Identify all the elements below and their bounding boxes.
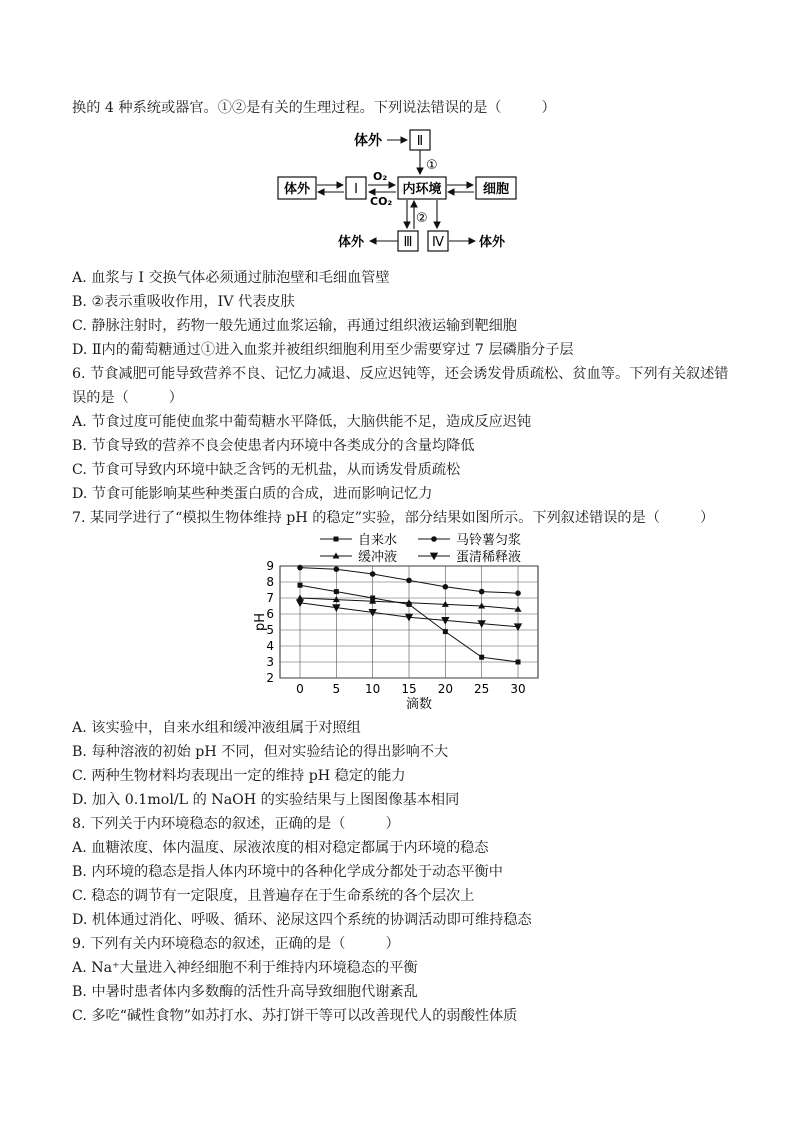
box-III-label: Ⅲ	[403, 235, 413, 250]
y-tick-label: 7	[266, 591, 274, 605]
q5-option-c: C. 静脉注射时，药物一般先通过血浆运输，再通过组织液运输到靶细胞	[72, 318, 517, 334]
q8-option-d: D. 机体通过消化、呼吸、循环、泌尿这四个系统的协调活动即可维持稳态	[72, 912, 532, 928]
x-tick-label: 5	[332, 682, 341, 696]
process-2-label: ②	[416, 211, 428, 226]
series-1-point	[443, 584, 449, 590]
y-tick-label: 6	[266, 607, 274, 621]
series-0-point	[334, 589, 339, 594]
o2-label: O₂	[373, 170, 388, 183]
q9-stem: 9. 下列有关内环境稳态的叙述，正确的是（ ）	[72, 936, 400, 952]
q6-stem-line1: 6. 节食减肥可能导致营养不良、记忆力减退、反应迟钝等，还会诱发骨质疏松、贫血等。下列有关叙述错	[72, 366, 729, 382]
q6-option-a: A. 节食过度可能使血浆中葡萄糖水平降低，大脑供能不足，造成反应迟钝	[72, 414, 532, 430]
legend-label: 马铃薯匀浆	[456, 533, 522, 548]
q8-stem: 8. 下列关于内环境稳态的叙述，正确的是（ ）	[72, 816, 400, 832]
co2-label: CO₂	[370, 195, 393, 208]
q6-option-c: C. 节食可导致内环境中缺乏含钙的无机盐，从而诱发骨质疏松	[72, 462, 461, 478]
legend-label: 自来水	[358, 533, 398, 548]
q5-stem: 换的 4 种系统或器官。①②是有关的生理过程。下列说法错误的是（ ）	[72, 100, 556, 116]
q6-option-d: D. 节食可能影响某些种类蛋白质的合成，进而影响记忆力	[72, 486, 433, 502]
q7-option-b: B. 每种溶液的初始 pH 不同，但对实验结论的得出影响不大	[72, 744, 449, 760]
legend-marker	[334, 537, 339, 542]
q9-option-a: A. Na⁺大量进入神经细胞不利于维持内环境稳态的平衡	[72, 960, 418, 976]
series-0-point	[443, 629, 448, 634]
y-tick-label: 9	[266, 559, 274, 573]
ph-line-chart	[240, 530, 550, 710]
x-tick-label: 0	[296, 682, 304, 696]
q8-option-b: B. 内环境的稳态是指人体内环境中的各种化学成分都处于动态平衡中	[72, 864, 503, 880]
q8-option-c: C. 稳态的调节有一定限度，且普遍存在于生命系统的各个层次上	[72, 888, 475, 904]
process-1-label: ①	[426, 158, 438, 173]
q7-option-c: C. 两种生物材料均表现出一定的维持 pH 稳定的能力	[72, 768, 406, 784]
series-1-point	[515, 590, 521, 596]
q7-option-d: D. 加入 0.1mol/L 的 NaOH 的实验结果与上图图像基本相同	[72, 792, 460, 808]
series-1-point	[370, 571, 376, 577]
q5-option-b: B. ②表示重吸收作用，IV 代表皮肤	[72, 294, 295, 310]
cell-label: 细胞	[482, 182, 510, 197]
outside-top-label: 体外	[354, 133, 382, 149]
outside-bottom-left-label: 体外	[338, 235, 365, 250]
box-IV-label: Ⅳ	[432, 235, 444, 250]
y-tick-label: 5	[266, 623, 274, 637]
box-I-label: Ⅰ	[354, 182, 358, 197]
y-tick-label: 2	[266, 671, 274, 685]
series-1-point	[479, 589, 485, 595]
y-tick-label: 3	[266, 655, 274, 669]
body-system-diagram	[270, 125, 540, 255]
q7-stem: 7. 某同学进行了“模拟生物体维持 pH 的稳定”实验，部分结果如图所示。下列叙述错误的是（ ）	[72, 510, 715, 526]
y-tick-label: 4	[266, 639, 274, 653]
box-II-label: Ⅱ	[416, 134, 424, 149]
series-1-point	[334, 566, 340, 572]
x-tick-label: 15	[401, 682, 417, 696]
q5-option-d: D. Ⅱ内的葡萄糖通过①进入血浆并被组织细胞利用至少需要穿过 7 层磷脂分子层	[72, 342, 574, 358]
series-1-point	[297, 565, 303, 571]
y-tick-label: 8	[266, 575, 274, 589]
series-1-point	[406, 578, 412, 584]
q5-option-a: A. 血浆与 I 交换气体必须通过肺泡壁和毛细血管壁	[72, 270, 390, 286]
q9-option-b: B. 中暑时患者体内多数酶的活性升高导致细胞代谢紊乱	[72, 984, 418, 1000]
q6-stem-line2: 误的是（ ）	[72, 390, 183, 406]
x-tick-label: 30	[510, 682, 526, 696]
x-axis-label: 滴数	[405, 697, 433, 710]
series-0-point	[298, 583, 303, 588]
legend-label: 蛋清稀释液	[456, 550, 522, 565]
legend-marker	[431, 536, 437, 542]
series-0-point	[516, 660, 521, 665]
q6-option-b: B. 节食导致的营养不良会使患者内环境中各类成分的含量均降低	[72, 438, 475, 454]
x-tick-label: 20	[437, 682, 453, 696]
q8-option-a: A. 血糖浓度、体内温度、尿液浓度的相对稳定都属于内环境的稳态	[72, 840, 489, 856]
outside-left-label: 体外	[283, 182, 311, 197]
q7-option-a: A. 该实验中，自来水组和缓冲液组属于对照组	[72, 720, 361, 736]
q9-option-c: C. 多吃“碱性食物”如苏打水、苏打饼干等可以改善现代人的弱酸性体质	[72, 1008, 518, 1024]
series-0-point	[479, 655, 484, 660]
internal-environment-label: 内环境	[402, 182, 442, 197]
x-tick-label: 10	[365, 682, 381, 696]
outside-bottom-right-label: 体外	[479, 235, 506, 250]
y-axis-label: pH	[253, 612, 268, 632]
legend-label: 缓冲液	[358, 550, 398, 565]
x-tick-label: 25	[474, 682, 490, 696]
